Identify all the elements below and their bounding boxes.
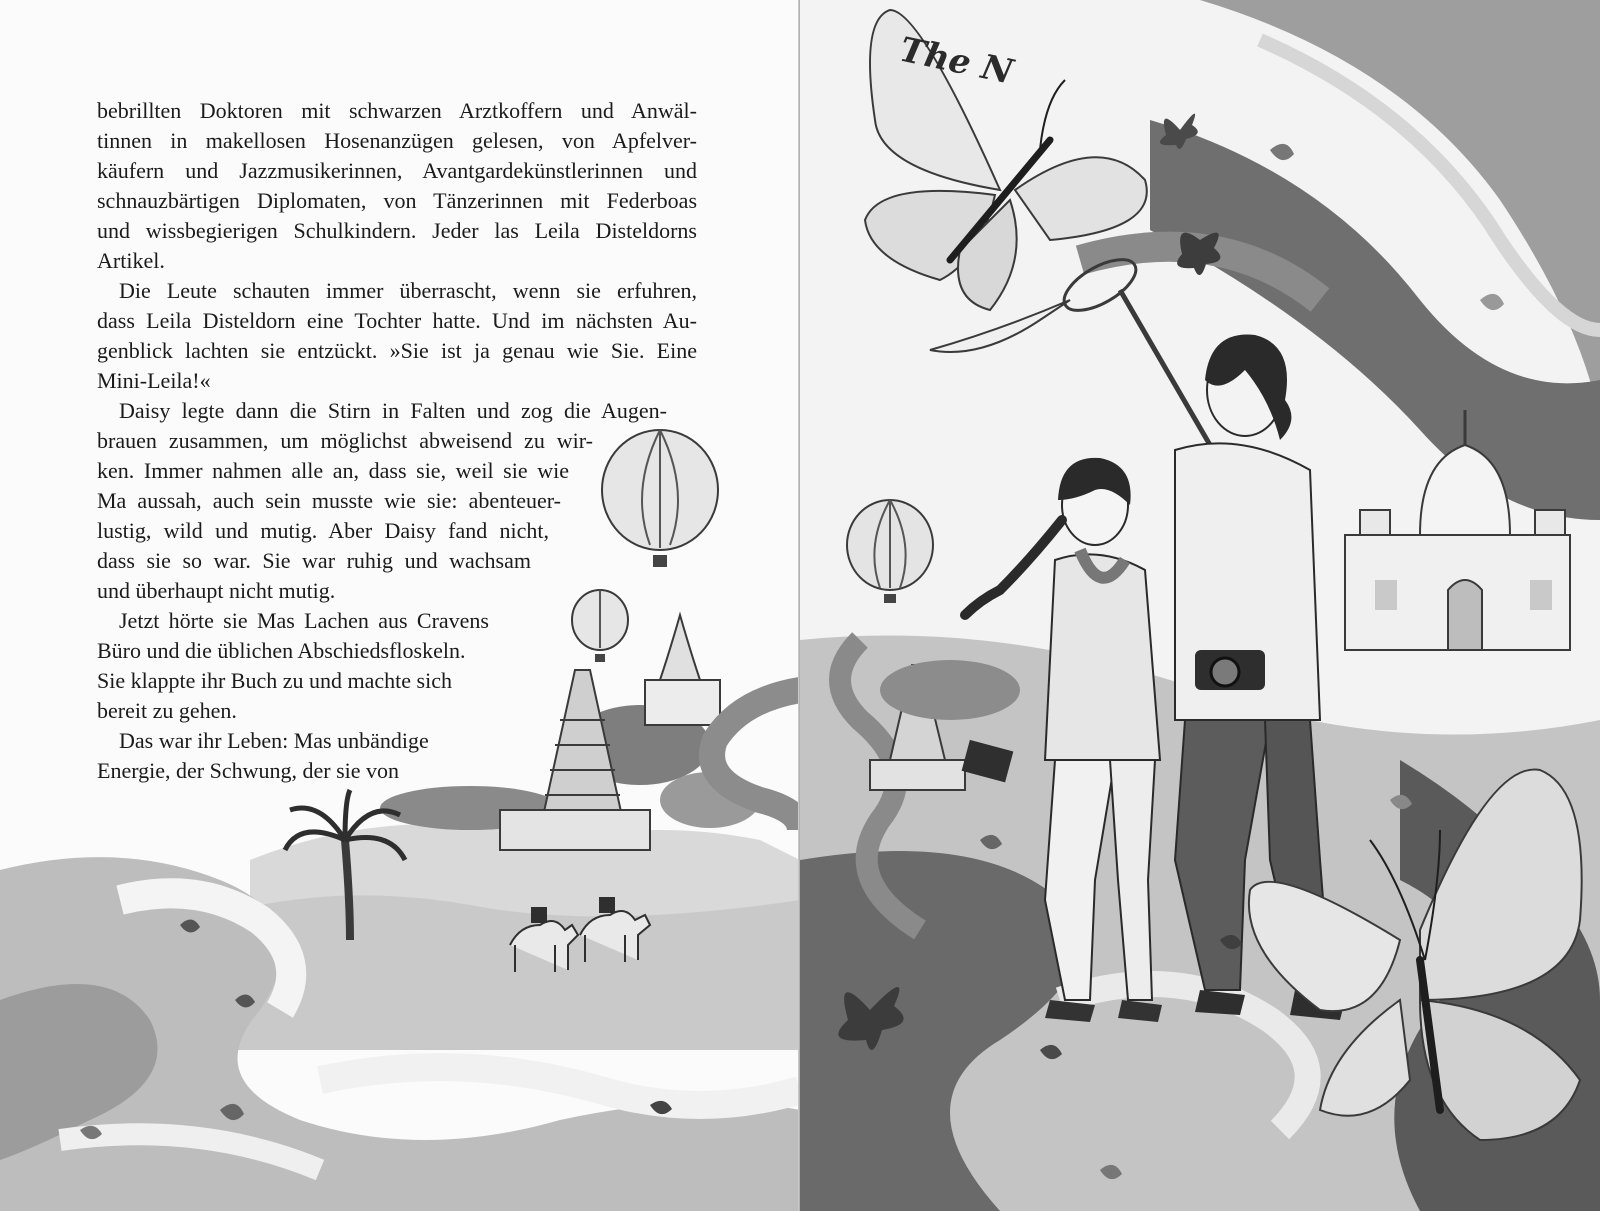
text-line: Sie klappte ihr Buch zu und machte sich [97, 668, 452, 693]
text-line: Die Leute schauten immer überrascht, wenn sie erfuhren, [119, 278, 697, 303]
text-line: dass sie so war. Sie war ruhig und wachsam [97, 548, 531, 573]
text-line: käufern und Jazzmusikerinnen, Avantgardekünstlerinnen und [97, 158, 697, 183]
river-highlight [320, 1067, 800, 1105]
leaf-icon [1270, 144, 1294, 160]
newspaper-masthead: The N [896, 29, 1017, 93]
page-text [97, 96, 697, 786]
text-line: tinnen in makellosen Hosenanzügen gelesen, von Apfelver- [97, 128, 697, 153]
text-line: Das war ihr Leben: Mas unbändige [119, 728, 429, 753]
text-line: bereit zu gehen. [97, 698, 237, 723]
text-line: Daisy legte dann die Stirn in Falten und zog die Augen- [119, 398, 667, 423]
text-line: Büro und die üblichen Abschiedsfloskeln. [97, 638, 466, 663]
text-line: genblick lachten sie entzückt. »Sie ist ja genau wie Sie. Eine [97, 338, 697, 363]
leaf-icon [1480, 294, 1504, 310]
tree-cluster [880, 660, 1020, 720]
text-line: schnauzbärtigen Diplomaten, von Tänzerinnen mit Federboas [97, 188, 697, 213]
right-page [800, 0, 1600, 1211]
text-line: Jetzt hörte sie Mas Lachen aus Cravens [119, 608, 489, 633]
text-line: und wissbegierigen Schulkindern. Jeder las Leila Disteldorns [97, 218, 697, 243]
text-line: Ma aussah, auch sein musste wie sie: abenteuer- [97, 488, 561, 513]
camera-icon [1195, 650, 1265, 690]
text-line: Artikel. [97, 248, 165, 273]
text-line: dass Leila Disteldorn eine Tochter hatte. Und im nächsten Au- [97, 308, 697, 333]
text-line: brauen zusammen, um möglichst abweisend zu wir- [97, 428, 593, 453]
text-line: ken. Immer nahmen alle an, dass sie, weil sie wie [97, 458, 569, 483]
text-line: Mini-Leila!« [97, 368, 211, 393]
text-line: Energie, der Schwung, der sie von [97, 758, 400, 783]
text-line: lustig, wild und mutig. Aber Daisy fand nicht, [97, 518, 549, 543]
text-line: und überhaupt nicht mutig. [97, 578, 336, 603]
hot-air-balloon-icon [847, 500, 933, 603]
text-line: bebrillten Doktoren mit schwarzen Arztkoffern und Anwäl- [97, 98, 697, 123]
right-illustration [800, 0, 1600, 1211]
